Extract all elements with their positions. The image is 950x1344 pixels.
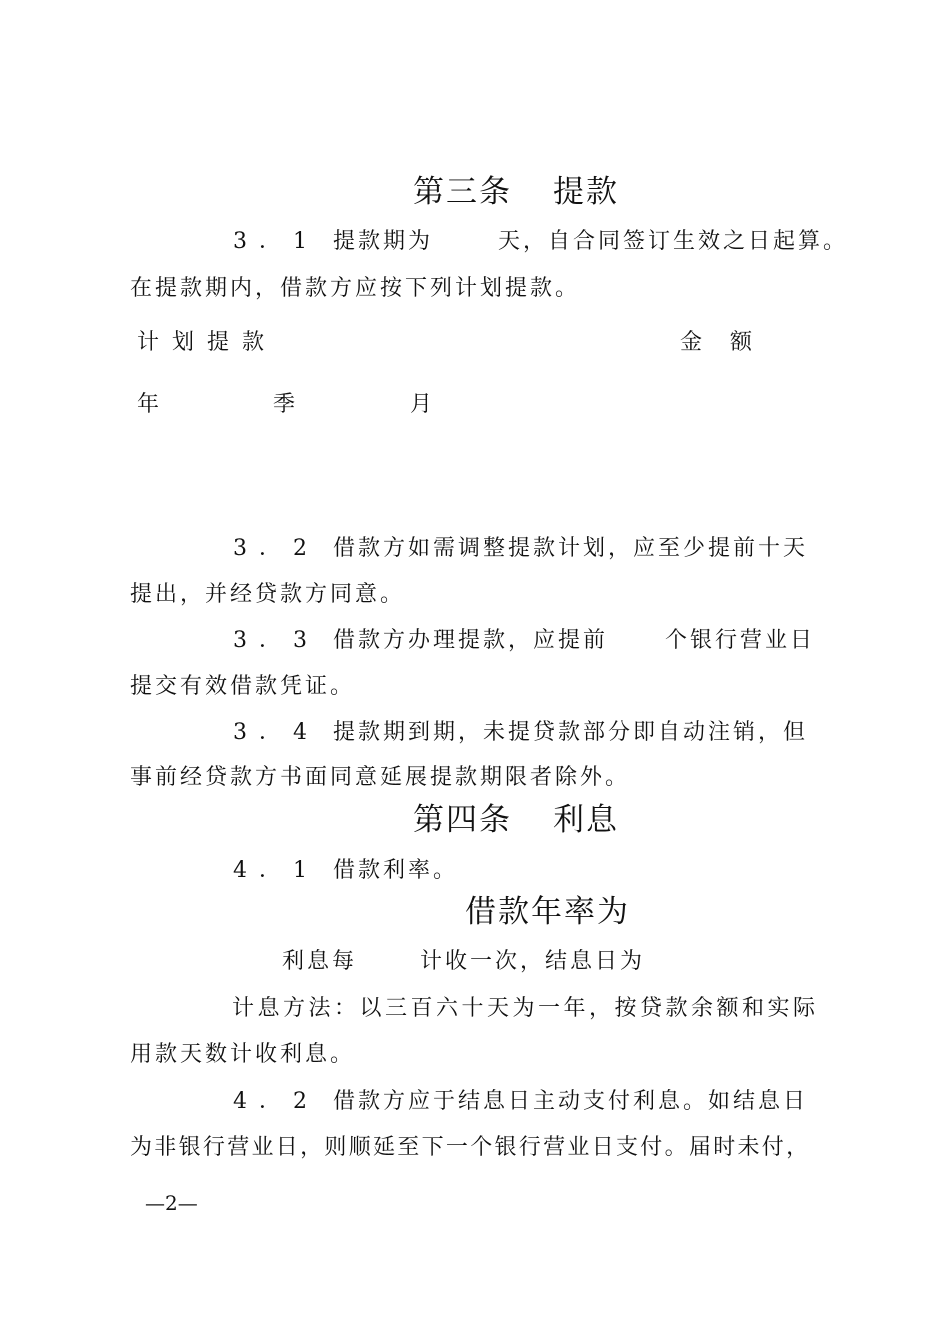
page-number: —2—: [145, 1191, 198, 1215]
clause-number: 4．2: [233, 1089, 319, 1114]
clause-text: 事前经贷款方书面同意延展提款期限者除外。: [130, 765, 631, 790]
clause-text: 借款方办理提款，应提前: [333, 628, 609, 653]
clause-number: 3．4: [233, 720, 319, 745]
heading-title: 利息: [553, 802, 619, 838]
clause-text: 在提款期内，借款方应按下列计划提款。: [130, 276, 581, 301]
clause-text: 提交有效借款凭证。: [130, 674, 356, 699]
plan-table-header: 计 划 提 款: [137, 330, 267, 355]
clause-text: 用款天数计收利息。: [130, 1042, 356, 1067]
clause-text: 利息每: [282, 949, 358, 974]
annual-rate-label: 借款年率为: [465, 894, 630, 930]
clause-number: 4．1: [233, 858, 319, 883]
clause-text: 个银行营业日: [665, 628, 816, 653]
clause-text: 计息方法：以三百六十天为一年，按贷款余额和实际: [232, 996, 819, 1021]
heading-article-number: 第三条: [413, 174, 512, 210]
clause-text: 提款期为: [333, 229, 434, 254]
clause-text: 提出，并经贷款方同意。: [130, 582, 406, 607]
clause-number: 3．2: [233, 536, 319, 561]
clause-number: 3．3: [233, 628, 319, 653]
clause-text: 借款方如需调整提款计划，应至少提前十天: [333, 536, 809, 561]
heading-article-number: 第四条: [413, 802, 512, 838]
clause-text: 天，自合同签订生效之日起算。: [498, 229, 849, 254]
heading-title: 提款: [553, 174, 619, 210]
clause-text: 借款利率。: [333, 858, 459, 883]
season-column: 季: [273, 392, 299, 417]
clause-number: 3．1: [233, 229, 319, 254]
clause-text: 计收一次，结息日为: [420, 949, 646, 974]
amount-header: 金 额: [680, 330, 756, 355]
clause-text: 借款方应于结息日主动支付利息。如结息日: [333, 1089, 809, 1114]
month-column: 月: [410, 392, 436, 417]
year-column: 年: [137, 392, 163, 417]
clause-text: 为非银行营业日，则顺延至下一个银行营业日支付。届时未付，: [130, 1135, 811, 1160]
clause-text: 提款期到期，未提贷款部分即自动注销，但: [333, 720, 809, 745]
